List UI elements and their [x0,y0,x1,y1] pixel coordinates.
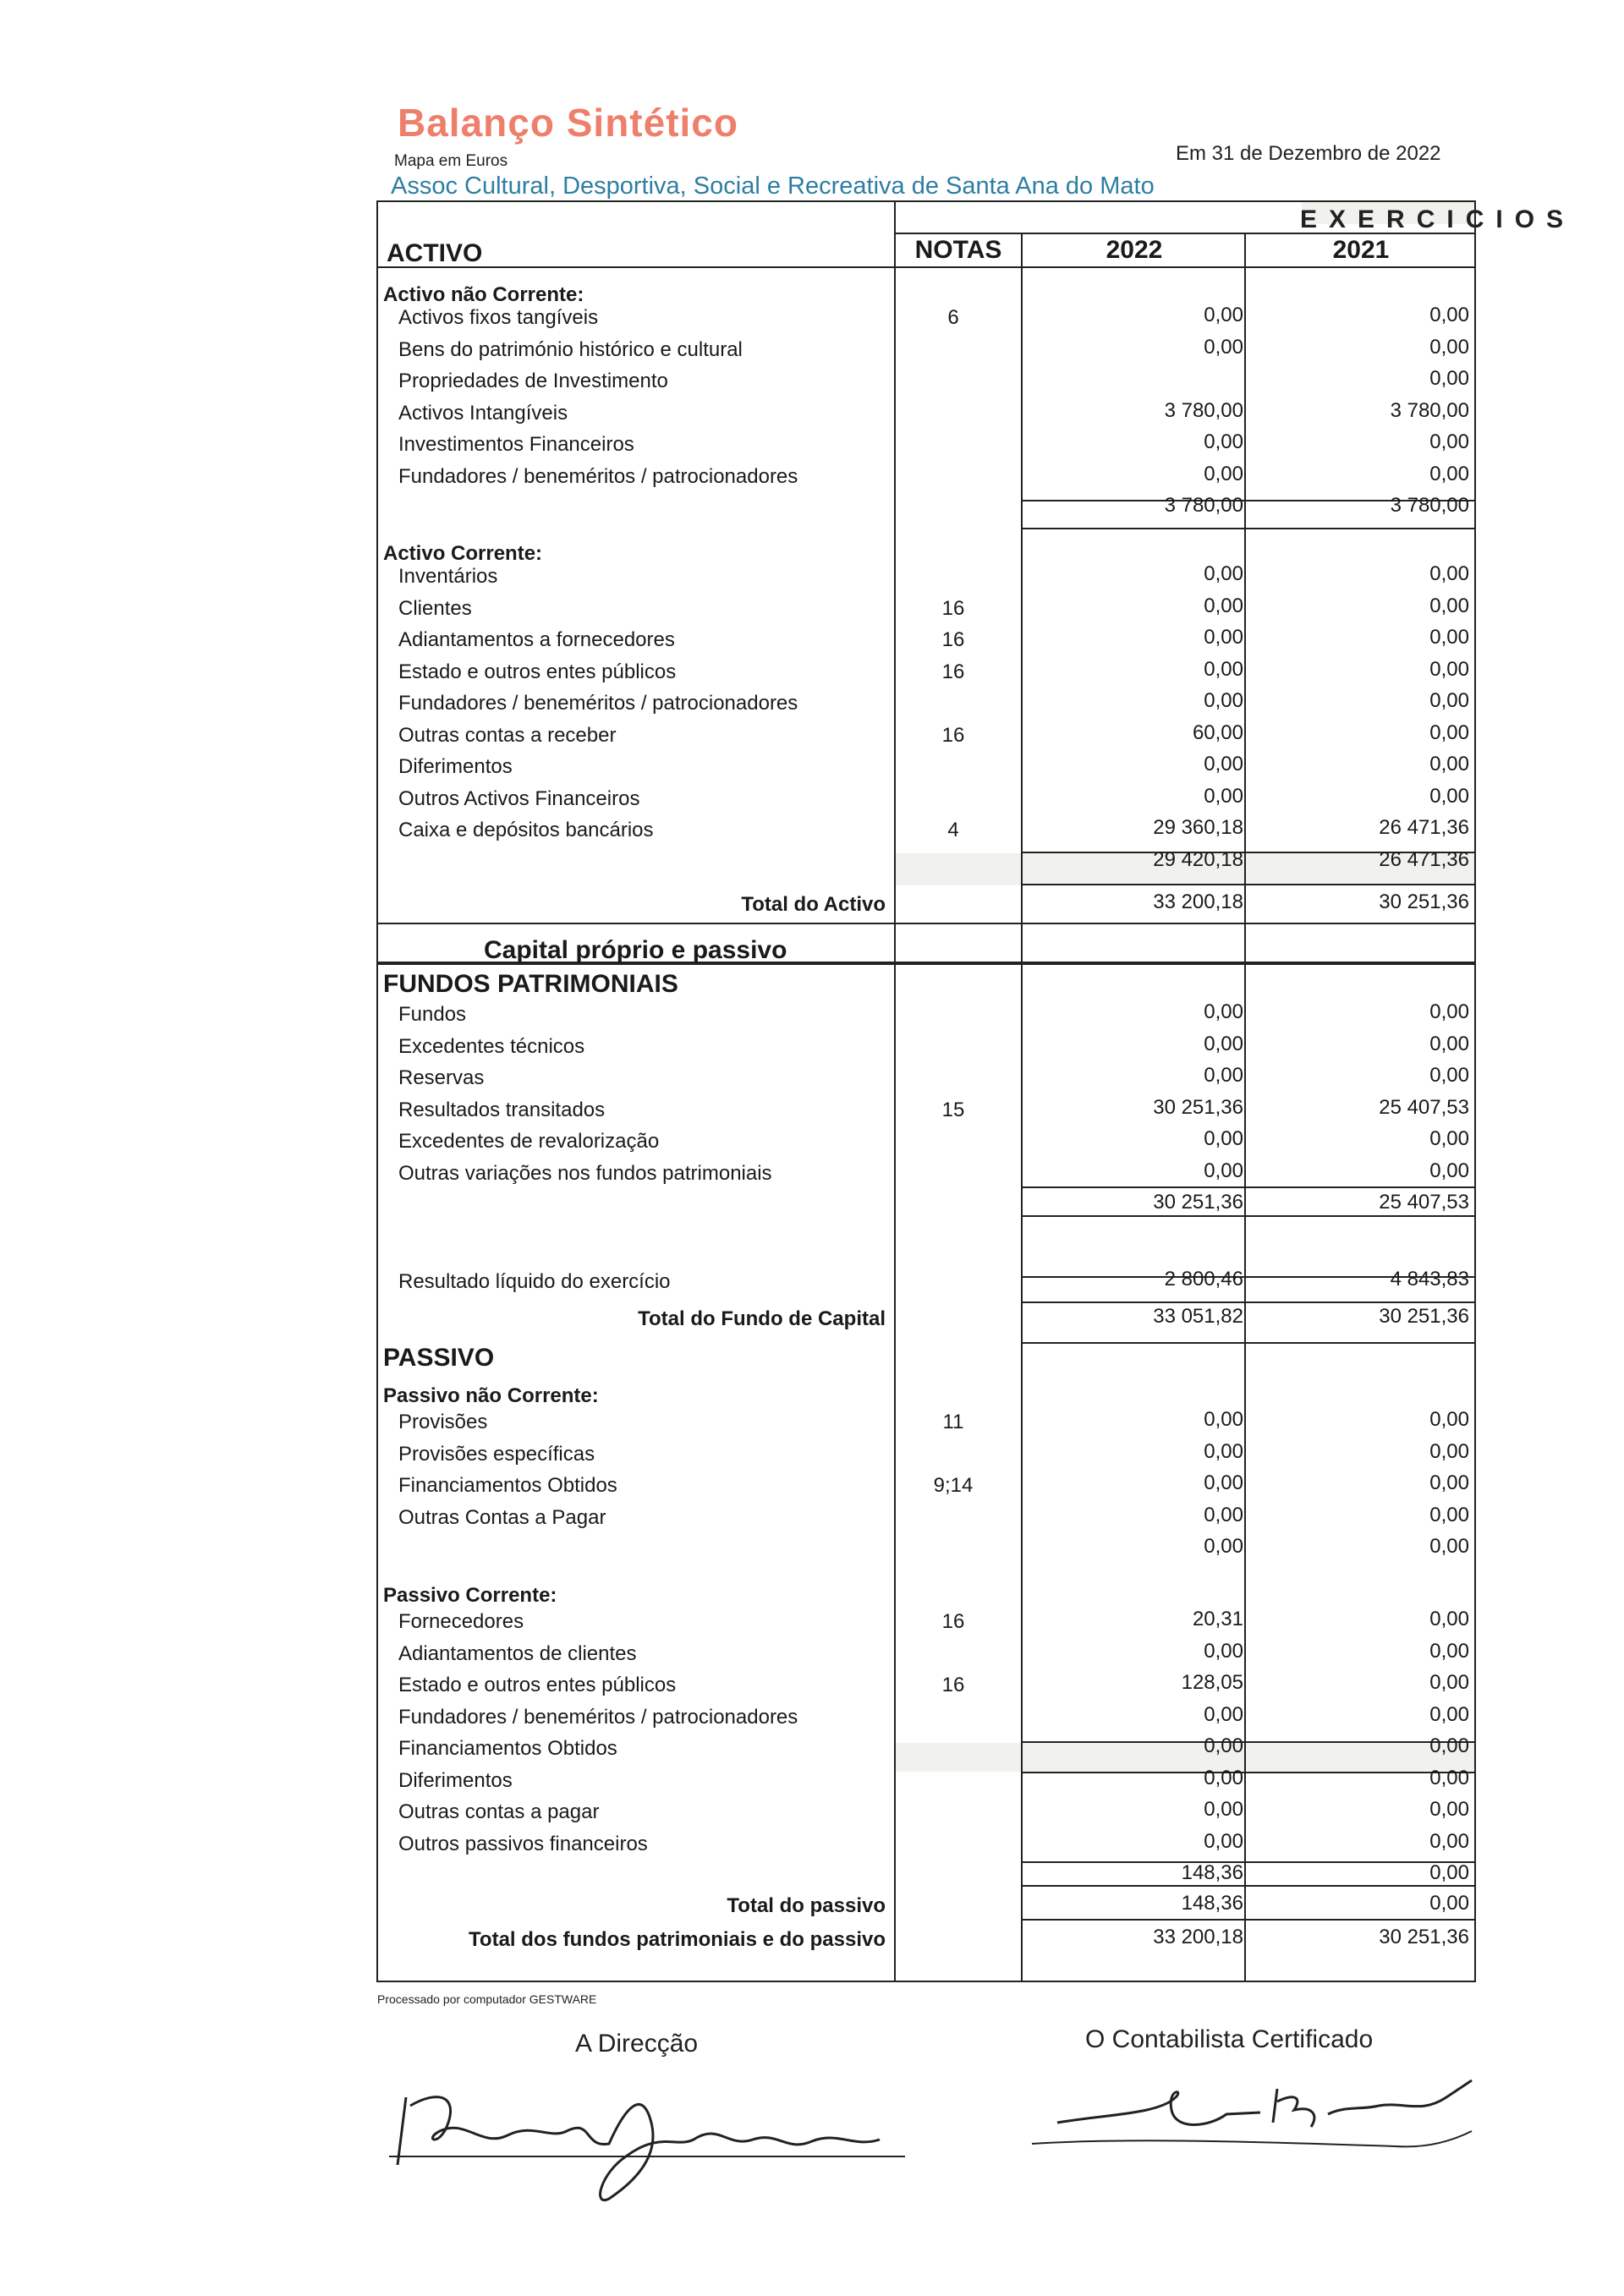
row-value-2022: 0,00 [1204,430,1243,453]
table-row [378,688,1474,720]
subtotal-row [378,1860,1474,1892]
row-nota: 9;14 [933,1474,974,1497]
table-row [378,1502,1474,1534]
table-row [378,1828,1474,1860]
year-2022-header: 2022 [1106,236,1163,264]
row-value-2022: 0,00 [1204,335,1243,359]
row-nota: 15 [941,1098,965,1121]
total-passivo-2021: 0,00 [1429,1892,1469,1915]
table-row [378,1733,1474,1765]
row-value-2021: 0,00 [1429,1608,1469,1630]
row-label: Adiantamentos a fornecedores [398,628,675,651]
table-row [378,397,1474,430]
row-value-2021: 0,00 [1429,657,1469,681]
direccao-signature [389,2072,914,2207]
subtotal-row [378,1533,1474,1565]
row-label: Estado e outros entes públicos [398,660,677,683]
row-value-2022: 0,00 [1204,1734,1243,1757]
year-2021-header: 2021 [1332,236,1390,264]
row-value-2022: 0,00 [1204,689,1243,712]
row-label: Activos fixos tangíveis [398,306,599,329]
row-value-2021: 26 471,36 [1379,816,1469,839]
row-value-2022: 0,00 [1204,626,1243,649]
row-value-2021: 0,00 [1429,1734,1469,1757]
passivo-title: PASSIVO [383,1344,495,1372]
row-label: Inventários [398,565,498,588]
row-value-2022: 0,00 [1204,1471,1243,1494]
table-row [378,1638,1474,1670]
row-value-2022: 0,00 [1204,753,1243,775]
total-fundo-capital-label: Total do Fundo de Capital [638,1307,886,1330]
row-value-2022: 29 420,18 [1153,847,1243,871]
table-row [378,783,1474,815]
row-value-2022: 29 360,18 [1153,816,1243,839]
total-activo-label: Total do Activo [741,893,886,916]
capital-passivo-title: Capital próprio e passivo [484,936,787,964]
row-label: Clientes [398,596,472,620]
row-value-2021: 0,00 [1429,304,1469,326]
total-activo-row [378,889,1474,921]
row-nota: 16 [941,660,965,683]
row-value-2022: 0,00 [1204,1766,1243,1789]
row-value-2022: 0,00 [1204,1032,1243,1055]
row-value-2021: 0,00 [1429,1439,1469,1463]
row-label: Fundadores / beneméritos / patrocionadores [398,464,798,488]
entity-name: Assoc Cultural, Desportiva, Social e Recreativa de Santa Ana do Mato [391,173,1155,200]
row-value-2021: 0,00 [1429,1702,1469,1726]
total-fundo-capital-2021: 30 251,36 [1379,1305,1469,1328]
row-value-2021: 0,00 [1429,1000,1469,1023]
subtotal-row [378,492,1474,524]
row-nota: 16 [941,723,965,747]
row-label: Activos Intangíveis [398,401,568,425]
row-nota: 4 [947,819,959,841]
row-value-2021: 25 407,53 [1379,1095,1469,1119]
row-value-2021: 0,00 [1429,1159,1469,1182]
table-row [378,1062,1474,1094]
row-value-2021: 0,00 [1429,689,1469,712]
table-row [378,1126,1474,1158]
table-row [378,461,1474,493]
row-value-2022: 0,00 [1204,1159,1243,1182]
currency-note: Mapa em Euros [394,152,508,170]
row-value-2022: 0,00 [1204,562,1243,585]
table-row [378,1158,1474,1190]
row-value-2022: 0,00 [1204,1439,1243,1463]
row-nota: 16 [941,596,965,620]
activo-corrente-title: Activo Corrente: [383,542,543,565]
row-nota: 16 [941,1610,965,1633]
row-value-2021: 0,00 [1429,462,1469,485]
row-label: Financiamentos Obtidos [398,1474,617,1497]
row-label: Bens do património histórico e cultural [398,337,743,361]
row-value-2021: 0,00 [1429,1766,1469,1789]
row-label: Investimentos Financeiros [398,433,634,456]
row-value-2021: 0,00 [1429,784,1469,808]
row-value-2022: 0,00 [1204,594,1243,617]
row-value-2022: 0,00 [1204,462,1243,485]
row-value-2021: 0,00 [1429,1671,1469,1694]
exercicios-header: EXERCICIOS [1300,205,1576,233]
row-value-2021: 0,00 [1429,594,1469,617]
row-label: Outros passivos financeiros [398,1832,648,1855]
table-row [378,561,1474,593]
table-row [378,1094,1474,1126]
row-value-2021: 0,00 [1429,1064,1469,1087]
row-value-2021: 0,00 [1429,367,1469,390]
notas-header: NOTAS [914,236,1002,264]
table-row [378,593,1474,625]
table-row [378,1765,1474,1797]
row-label: Estado e outros entes públicos [398,1674,677,1696]
row-value-2022: 0,00 [1204,1535,1243,1558]
contabilista-signature [1023,2063,1497,2165]
row-value-2022: 3 780,00 [1164,494,1243,517]
row-nota: 11 [942,1411,964,1433]
table-row [378,1438,1474,1471]
row-value-2021: 0,00 [1429,1503,1469,1526]
table-row [378,1031,1474,1063]
row-value-2022: 20,31 [1192,1608,1243,1630]
row-value-2022: 0,00 [1204,1503,1243,1526]
row-label: Resultados transitados [398,1098,606,1121]
row-label: Propriedades de Investimento [398,370,668,392]
row-label: Outras variações nos fundos patrimoniais [398,1161,772,1185]
row-value-2022: 60,00 [1192,721,1243,744]
passivo-corrente-title: Passivo Corrente: [383,1584,557,1607]
table-row [378,1796,1474,1828]
row-value-2022: 3 780,00 [1164,398,1243,422]
total-passivo-2022: 148,36 [1181,1892,1243,1915]
row-value-2021: 25 407,53 [1379,1191,1469,1214]
row-value-2022: 0,00 [1204,784,1243,808]
row-value-2021: 3 780,00 [1390,398,1469,422]
row-label: Fornecedores [398,1610,524,1633]
fundos-patrimoniais-title: FUNDOS PATRIMONIAIS [383,970,678,998]
row-label: Provisões específicas [398,1442,595,1466]
row-value-2022: 0,00 [1204,1127,1243,1150]
row-value-2021: 0,00 [1429,1408,1469,1431]
activo-header: ACTIVO [387,239,483,267]
row-nota: 16 [941,628,965,651]
subtotal-row [378,847,1474,879]
row-value-2021: 0,00 [1429,1535,1469,1558]
table-row [378,334,1474,366]
table-row [378,429,1474,461]
document-title: Balanço Sintético [398,101,738,145]
row-label: Fundadores / beneméritos / patrocionadores [398,692,798,715]
table-row [378,1701,1474,1734]
row-value-2021: 3 780,00 [1390,494,1469,517]
processed-note: Processado por computador GESTWARE [377,1992,597,2006]
table-row [378,1406,1474,1438]
row-label: Outros Activos Financeiros [398,786,640,810]
contabilista-label: O Contabilista Certificado [1085,2025,1374,2053]
row-value-2021: 0,00 [1429,430,1469,453]
table-row [378,1606,1474,1638]
total-fundos-passivo-label: Total dos fundos patrimoniais e do passivo [469,1928,886,1951]
row-label: Fundos [398,1003,467,1026]
row-label: Outras Contas a Pagar [398,1505,606,1529]
row-value-2021: 0,00 [1429,1127,1469,1150]
row-value-2022: 0,00 [1204,1798,1243,1821]
table-row [378,302,1474,334]
balance-table [376,200,1576,1982]
total-activo-2021: 30 251,36 [1379,890,1469,913]
row-value-2022: 0,00 [1204,1064,1243,1087]
row-value-2022: 0,00 [1204,657,1243,681]
table-row [378,751,1474,783]
table-row [378,1470,1474,1502]
row-value-2022: 148,36 [1181,1861,1243,1884]
row-label: Caixa e depósitos bancários [398,819,654,841]
row-value-2021: 0,00 [1429,721,1469,744]
table-row [378,1669,1474,1701]
row-value-2022: 0,00 [1204,1000,1243,1023]
passivo-nao-corrente-title: Passivo não Corrente: [383,1384,599,1407]
row-value-2021: 0,00 [1429,562,1469,585]
activo-nao-corrente-title: Activo não Corrente: [383,283,584,306]
row-value-2022: 0,00 [1204,304,1243,326]
row-nota: 16 [941,1674,965,1696]
row-label: Excedentes técnicos [398,1034,585,1058]
total-fundos-passivo-row [378,1924,1474,1956]
table-row [378,624,1474,656]
row-value-2021: 0,00 [1429,1639,1469,1663]
row-nota: 6 [947,306,959,329]
row-value-2022: 0,00 [1204,1702,1243,1726]
row-value-2021: 0,00 [1429,753,1469,775]
row-value-2022: 30 251,36 [1153,1095,1243,1119]
row-value-2021: 0,00 [1429,1471,1469,1494]
report-date: Em 31 de Dezembro de 2022 [1176,142,1441,165]
row-value-2021: 0,00 [1429,1798,1469,1821]
row-value-2022: 128,05 [1181,1671,1243,1694]
row-label: Adiantamentos de clientes [398,1641,637,1665]
total-passivo-label: Total do passivo [727,1894,886,1917]
table-row [378,720,1474,752]
table-row [378,365,1474,397]
row-value-2022: 0,00 [1204,1408,1243,1431]
total-activo-2022: 33 200,18 [1153,890,1243,913]
row-value-2021: 26 471,36 [1379,847,1469,871]
row-label: Diferimentos [398,1768,513,1792]
table-row [378,656,1474,688]
resultado-liquido-row [378,1266,1474,1298]
resultado-liquido-2021: 4 843,83 [1390,1268,1469,1290]
resultado-liquido-label: Resultado líquido do exercício [398,1270,671,1293]
row-value-2021: 0,00 [1429,335,1469,359]
table-row [378,999,1474,1031]
row-value-2021: 0,00 [1429,1861,1469,1884]
row-value-2022: 30 251,36 [1153,1191,1243,1214]
row-label: Financiamentos Obtidos [398,1737,617,1760]
row-value-2021: 0,00 [1429,1032,1469,1055]
row-label: Reservas [398,1066,485,1089]
row-label: Provisões [398,1411,488,1433]
direccao-label: A Direcção [575,2030,699,2058]
total-fundos-passivo-2022: 33 200,18 [1153,1926,1243,1948]
row-value-2022: 0,00 [1204,1829,1243,1853]
row-value-2021: 0,00 [1429,626,1469,649]
row-label: Outras contas a pagar [398,1800,600,1823]
subtotal-row [378,1189,1474,1221]
total-passivo-row [378,1890,1474,1922]
total-fundo-capital-row [378,1303,1474,1335]
total-fundo-capital-2022: 33 051,82 [1153,1305,1243,1328]
total-fundos-passivo-2021: 30 251,36 [1379,1926,1469,1948]
resultado-liquido-2022: 2 800,46 [1164,1268,1243,1290]
row-value-2022: 0,00 [1204,1639,1243,1663]
row-label: Outras contas a receber [398,723,617,747]
row-label: Excedentes de revalorização [398,1130,660,1153]
table-row [378,814,1474,847]
row-value-2021: 0,00 [1429,1829,1469,1853]
row-label: Diferimentos [398,755,513,778]
row-label: Fundadores / beneméritos / patrocionadores [398,1705,798,1729]
